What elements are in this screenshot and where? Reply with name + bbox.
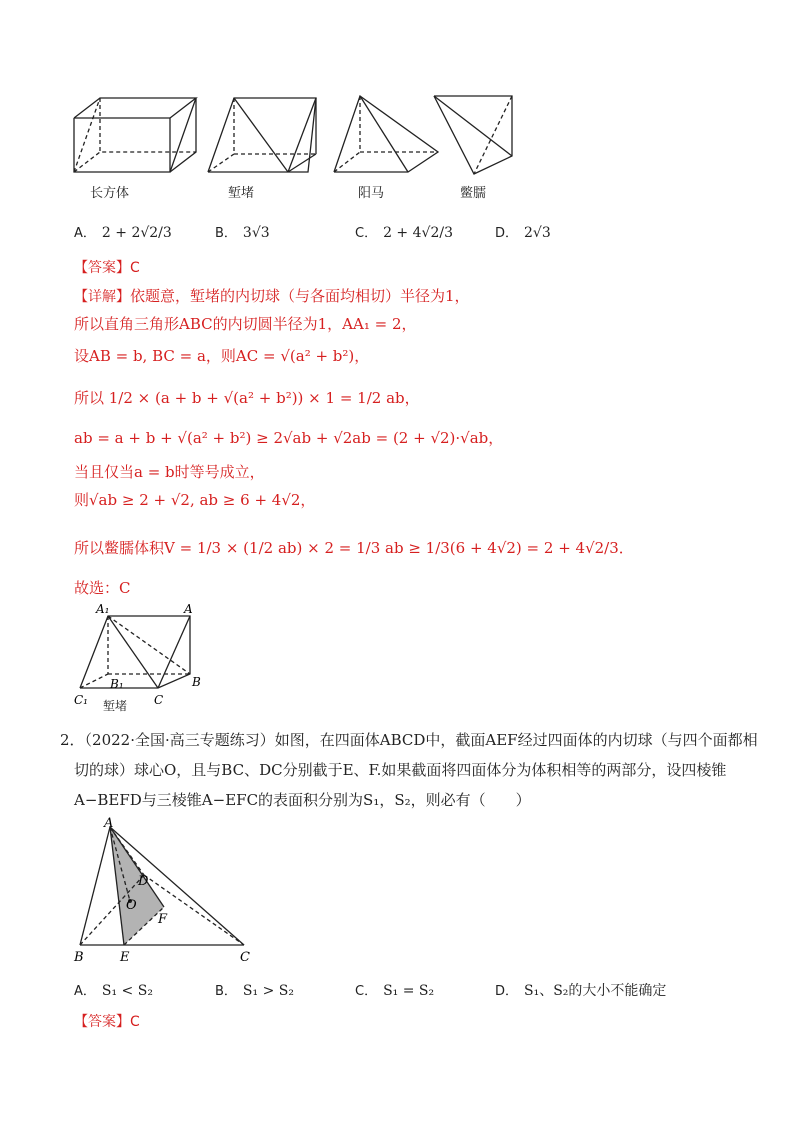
- q1-option-a[interactable]: A． 2 + 2√2/3: [74, 225, 172, 241]
- q2-tetrahedron-diagram: [68, 815, 268, 965]
- q2-option-c[interactable]: C． S₁ = S₂: [355, 983, 435, 999]
- q1-detail-line-3: 设AB = b, BC = a，则AC = √(a² + b²)，: [74, 347, 370, 365]
- q1-detail-line-8: 所以鳖臑体积V = 1/3 × (1/2 ab) × 2 = 1/3 ab ≥ 1/3(6 + 4√2) = 2 + 4√2/3．: [74, 539, 634, 557]
- q1-detail-line-5: ab = a + b + √(a² + b²) ≥ 2√ab + √2ab = (2 + √2)·√ab，: [74, 429, 504, 447]
- q1-qiandu-diagram: [70, 600, 210, 712]
- label-C1: C₁: [74, 693, 88, 707]
- q1-conclusion: 故选：C: [74, 579, 131, 597]
- q2-label-C: C: [240, 950, 250, 965]
- q1-figure-caption: 堑堵: [103, 699, 128, 713]
- caption-qiandu: 堑堵: [228, 186, 255, 201]
- q1-option-d[interactable]: D． 2√3: [495, 225, 551, 241]
- q2-label-A: A: [104, 816, 114, 831]
- q2-text-line-3: A−BEFD与三棱锥A−EFC的表面积分别为S₁，S₂，则必有（ ）: [74, 791, 531, 809]
- qiandu-figure: [208, 98, 316, 172]
- q2-label-O: O: [126, 898, 137, 913]
- q2-label-B: B: [74, 950, 84, 965]
- label-B1: B₁: [110, 677, 124, 691]
- caption-cuboid: 长方体: [90, 186, 130, 201]
- caption-bienao: 鳖臑: [460, 186, 487, 201]
- q1-detail-line-7: 则√ab ≥ 2 + √2, ab ≥ 6 + 4√2，: [74, 491, 316, 509]
- bienao-figure: [430, 92, 520, 182]
- q1-option-b[interactable]: B． 3√3: [215, 225, 270, 241]
- q2-answer: 【答案】C: [74, 1014, 140, 1030]
- q1-answer: 【答案】C: [74, 260, 140, 276]
- label-C: C: [154, 693, 164, 707]
- q2-label-E: E: [120, 950, 130, 965]
- label-A1: A₁: [96, 602, 110, 616]
- q2-text-line-2: 切的球）球心O，且与BC、DC分别截于E、F.如果截面将四面体分为体积相等的两部分，设四棱锥: [74, 761, 727, 779]
- label-B: B: [192, 675, 201, 689]
- q2-text-line-1: 2．（2022·全国·高三专题练习）如图，在四面体ABCD中，截面AEF经过四面体的内切球（与四个面都相: [60, 731, 758, 749]
- solids-figure: [60, 90, 460, 180]
- q1-detail-line-4: 所以 1/2 × (a + b + √(a² + b²)) × 1 = 1/2 ab，: [74, 389, 420, 407]
- q1-detail-line-2: 所以直角三角形ABC的内切圆半径为1，AA₁ = 2，: [74, 315, 417, 333]
- q2-label-D: D: [138, 874, 149, 889]
- label-A: A: [184, 602, 193, 616]
- caption-yangma: 阳马: [358, 186, 385, 201]
- q2-option-b[interactable]: B． S₁ > S₂: [215, 983, 294, 999]
- q1-detail-line-1: 【详解】依题意，堑堵的内切球（与各面均相切）半径为1，: [74, 287, 470, 305]
- q1-detail-line-6: 当且仅当a = b时等号成立，: [74, 463, 265, 481]
- q1-option-c[interactable]: C． 2 + 4√2/3: [355, 225, 453, 241]
- q2-label-F: F: [158, 912, 168, 927]
- yangma-figure: [334, 96, 438, 172]
- q2-option-a[interactable]: A． S₁ < S₂: [74, 983, 153, 999]
- q2-option-d[interactable]: D． S₁、S₂的大小不能确定: [495, 983, 667, 999]
- cuboid-figure: [74, 98, 196, 172]
